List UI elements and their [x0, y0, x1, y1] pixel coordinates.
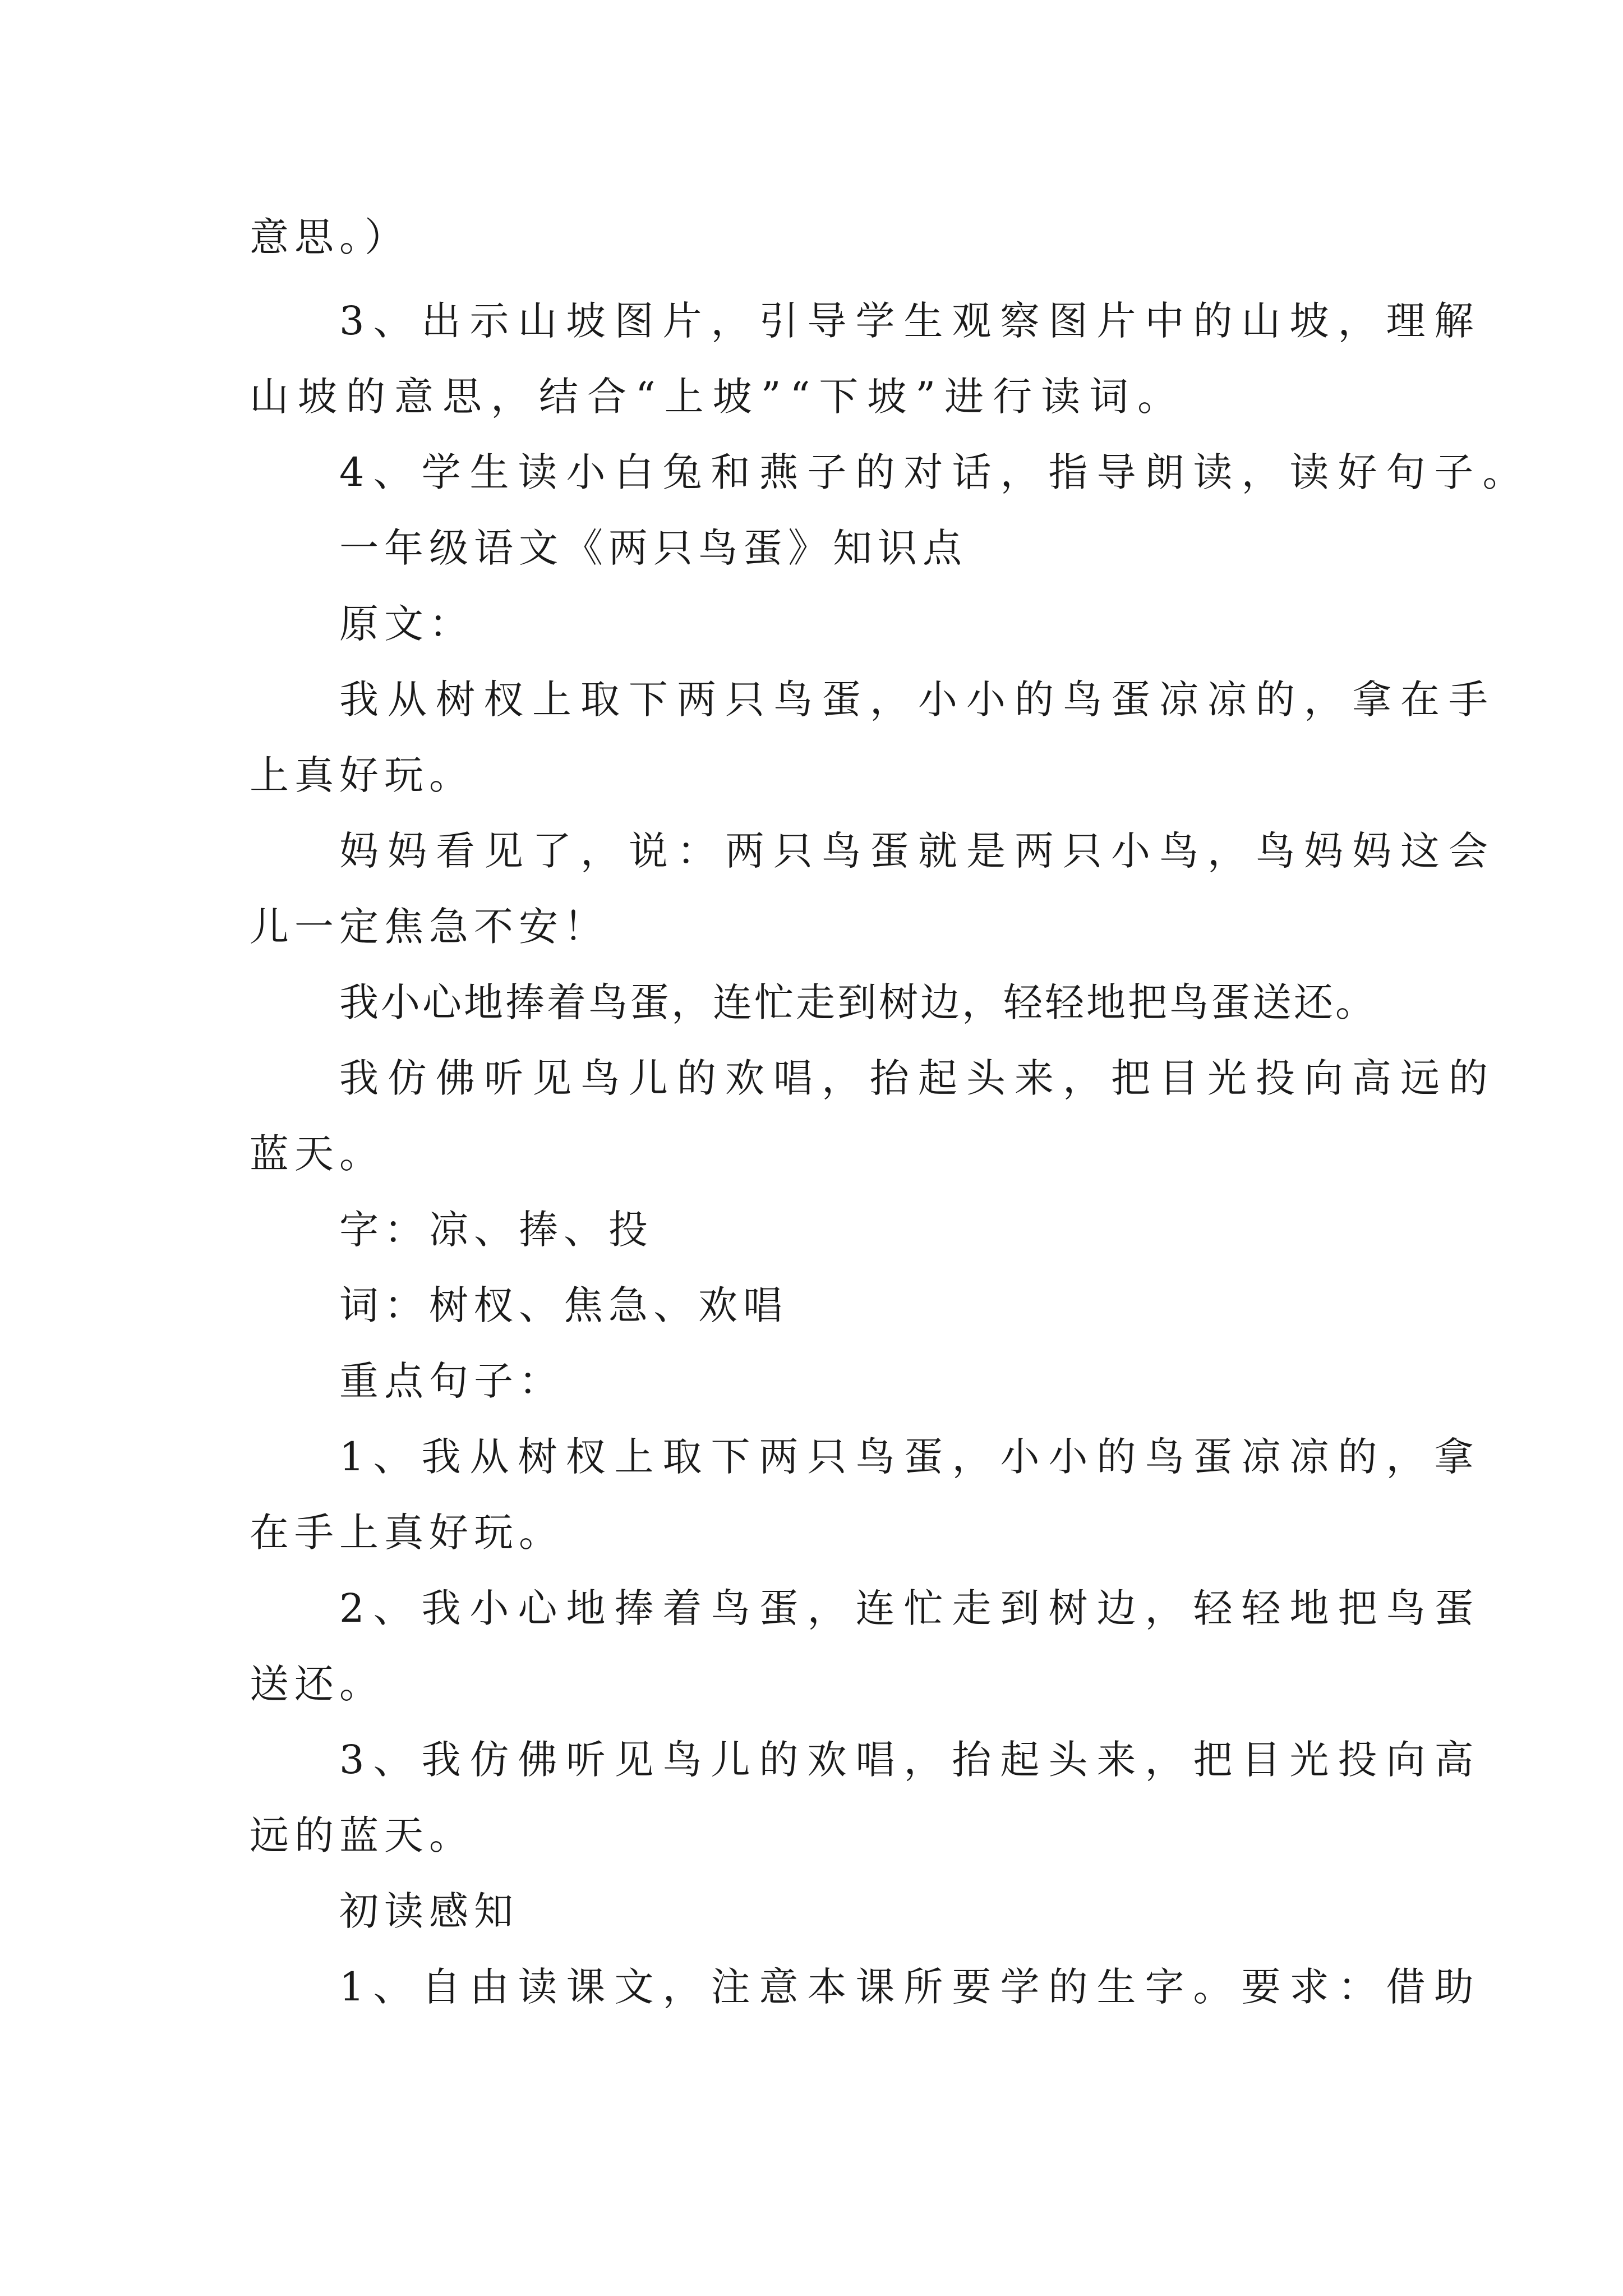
text-line: 4、学生读小白兔和燕子的对话，指导朗读，读好句子。 [339, 449, 1531, 495]
text-line: 3、我仿佛听见鸟儿的欢唱，抬起头来，把目光投向高 [339, 1737, 1483, 1783]
text-line: 原文： [339, 601, 474, 647]
text-line: 我仿佛听见鸟儿的欢唱，抬起头来，把目光投向高远的 [339, 1055, 1497, 1101]
text-line: 送还。 [250, 1661, 384, 1707]
text-line: 词：树杈、焦急、欢唱 [339, 1282, 788, 1328]
text-line: 我从树杈上取下两只鸟蛋，小小的鸟蛋凉凉的，拿在手 [339, 677, 1497, 723]
text-line: 远的蓝天。 [250, 1812, 474, 1858]
text-line: 3、出示山坡图片，引导学生观察图片中的山坡，理解 [339, 298, 1483, 344]
text-line: 意思。） [250, 214, 409, 260]
text-line: 蓝天。 [250, 1131, 384, 1177]
text-line: 儿一定焦急不安！ [250, 904, 608, 950]
text-line: 我小心地捧着鸟蛋，连忙走到树边，轻轻地把鸟蛋送还。 [339, 979, 1377, 1025]
text-line: 初读感知 [339, 1888, 519, 1934]
text-line: 重点句子： [339, 1358, 564, 1404]
text-line: 一年级语文《两只鸟蛋》知识点 [339, 525, 967, 571]
text-line: 1、自由读课文，注意本课所要学的生字。要求：借助 [339, 1964, 1483, 2010]
text-line: 在手上真好玩。 [250, 1510, 564, 1556]
text-line: 1、我从树杈上取下两只鸟蛋，小小的鸟蛋凉凉的，拿 [339, 1434, 1483, 1480]
text-line: 字：凉、捧、投 [339, 1207, 653, 1253]
text-line: 2、我小心地捧着鸟蛋，连忙走到树边，轻轻地把鸟蛋 [339, 1585, 1483, 1631]
text-line: 山坡的意思，结合“上坡”“下坡”进行读词。 [250, 374, 1186, 420]
text-line: 上真好玩。 [250, 752, 474, 798]
text-line: 妈妈看见了，说：两只鸟蛋就是两只小鸟，鸟妈妈这会 [339, 828, 1497, 874]
